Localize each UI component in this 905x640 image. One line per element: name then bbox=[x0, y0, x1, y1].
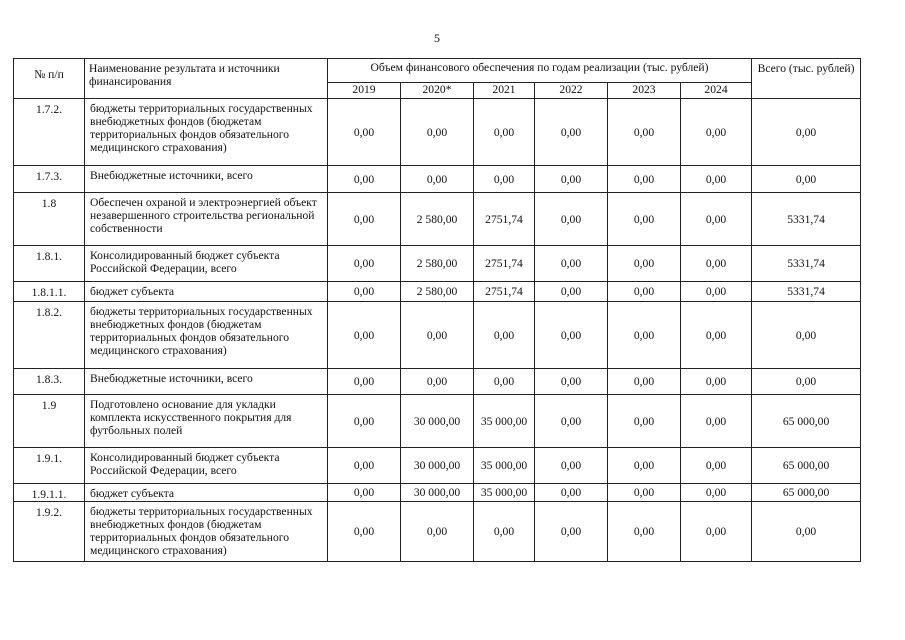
row-total: 5331,74 bbox=[752, 282, 861, 302]
row-value: 0,00 bbox=[535, 484, 608, 502]
row-name: бюджеты территориальных государственных внебюджетных фондов (бюджетам территориальных фондов обязательного медицинского страхования) bbox=[85, 502, 328, 562]
row-total: 65 000,00 bbox=[752, 448, 861, 484]
header-number: № п/п bbox=[14, 59, 85, 99]
row-value: 35 000,00 bbox=[474, 448, 535, 484]
row-total: 65 000,00 bbox=[752, 395, 861, 448]
row-value: 2 580,00 bbox=[401, 193, 474, 246]
row-value: 0,00 bbox=[401, 302, 474, 369]
row-value: 0,00 bbox=[401, 502, 474, 562]
header-year: 2020* bbox=[401, 83, 474, 99]
row-value: 0,00 bbox=[328, 502, 401, 562]
row-value: 0,00 bbox=[328, 99, 401, 166]
funding-table bbox=[13, 58, 861, 562]
row-value: 0,00 bbox=[608, 502, 681, 562]
row-value: 0,00 bbox=[328, 484, 401, 502]
row-value: 0,00 bbox=[328, 448, 401, 484]
row-total: 0,00 bbox=[752, 302, 861, 369]
row-value: 0,00 bbox=[608, 395, 681, 448]
row-number: 1.8.2. bbox=[14, 302, 85, 369]
row-value: 0,00 bbox=[681, 448, 752, 484]
row-value: 0,00 bbox=[681, 282, 752, 302]
row-name: Внебюджетные источники, всего bbox=[85, 166, 328, 193]
row-value: 0,00 bbox=[535, 282, 608, 302]
row-number: 1.9.1. bbox=[14, 448, 85, 484]
row-number: 1.8.3. bbox=[14, 369, 85, 395]
row-value: 30 000,00 bbox=[401, 448, 474, 484]
row-value: 0,00 bbox=[608, 448, 681, 484]
row-value: 35 000,00 bbox=[474, 395, 535, 448]
table-row bbox=[14, 448, 861, 484]
row-value: 0,00 bbox=[608, 193, 681, 246]
row-value: 30 000,00 bbox=[401, 395, 474, 448]
table-row bbox=[14, 99, 861, 166]
row-value: 2751,74 bbox=[474, 246, 535, 282]
row-total: 0,00 bbox=[752, 99, 861, 166]
row-number: 1.8.1. bbox=[14, 246, 85, 282]
row-total: 0,00 bbox=[752, 166, 861, 193]
header-funding: Объем финансового обеспечения по годам реализации (тыс. рублей) bbox=[328, 59, 752, 83]
header-year: 2023 bbox=[608, 83, 681, 99]
page-number: 5 bbox=[434, 31, 440, 45]
header-total: Всего (тыс. рублей) bbox=[752, 59, 861, 99]
row-name: Консолидированный бюджет субъекта Российской Федерации, всего bbox=[85, 448, 328, 484]
table-row bbox=[14, 484, 861, 502]
row-name: Внебюджетные источники, всего bbox=[85, 369, 328, 395]
table-row bbox=[14, 395, 861, 448]
row-name: бюджет субъекта bbox=[85, 484, 328, 502]
row-value: 0,00 bbox=[681, 369, 752, 395]
row-value: 0,00 bbox=[328, 193, 401, 246]
row-value: 0,00 bbox=[681, 502, 752, 562]
table-row bbox=[14, 166, 861, 193]
table-body bbox=[14, 99, 861, 562]
row-value: 0,00 bbox=[681, 166, 752, 193]
row-value: 0,00 bbox=[401, 369, 474, 395]
row-value: 0,00 bbox=[535, 99, 608, 166]
row-value: 30 000,00 bbox=[401, 484, 474, 502]
row-name: Подготовлено основание для укладки комплекта искусственного покрытия для футбольных полей bbox=[85, 395, 328, 448]
row-value: 0,00 bbox=[535, 502, 608, 562]
header-year: 2021 bbox=[474, 83, 535, 99]
row-number: 1.8 bbox=[14, 193, 85, 246]
row-name: бюджет субъекта bbox=[85, 282, 328, 302]
row-value: 0,00 bbox=[474, 502, 535, 562]
row-value: 2751,74 bbox=[474, 282, 535, 302]
table-row bbox=[14, 369, 861, 395]
row-value: 0,00 bbox=[474, 99, 535, 166]
row-value: 0,00 bbox=[474, 302, 535, 369]
row-name: Консолидированный бюджет субъекта Российской Федерации, всего bbox=[85, 246, 328, 282]
row-number: 1.8.1.1. bbox=[14, 282, 85, 302]
row-value: 35 000,00 bbox=[474, 484, 535, 502]
table-row bbox=[14, 282, 861, 302]
row-total: 65 000,00 bbox=[752, 484, 861, 502]
row-value: 0,00 bbox=[328, 369, 401, 395]
table-row bbox=[14, 193, 861, 246]
row-value: 0,00 bbox=[535, 166, 608, 193]
row-value: 2751,74 bbox=[474, 193, 535, 246]
row-value: 0,00 bbox=[474, 369, 535, 395]
row-total: 5331,74 bbox=[752, 246, 861, 282]
row-number: 1.7.3. bbox=[14, 166, 85, 193]
row-number: 1.9 bbox=[14, 395, 85, 448]
row-value: 0,00 bbox=[681, 99, 752, 166]
table-row bbox=[14, 302, 861, 369]
row-value: 0,00 bbox=[535, 395, 608, 448]
row-value: 0,00 bbox=[608, 282, 681, 302]
row-total: 0,00 bbox=[752, 369, 861, 395]
row-number: 1.9.2. bbox=[14, 502, 85, 562]
row-value: 2 580,00 bbox=[401, 246, 474, 282]
row-number: 1.7.2. bbox=[14, 99, 85, 166]
row-name: Обеспечен охраной и электроэнергией объект незавершенного строительства региональной собственности bbox=[85, 193, 328, 246]
row-value: 0,00 bbox=[328, 395, 401, 448]
row-value: 0,00 bbox=[681, 395, 752, 448]
row-total: 0,00 bbox=[752, 502, 861, 562]
row-name: бюджеты территориальных государственных внебюджетных фондов (бюджетам территориальных фондов обязательного медицинского страхования) bbox=[85, 302, 328, 369]
row-value: 0,00 bbox=[328, 166, 401, 193]
row-value: 0,00 bbox=[328, 302, 401, 369]
header-name: Наименование результата и источники финансирования bbox=[85, 59, 328, 99]
row-value: 2 580,00 bbox=[401, 282, 474, 302]
header-year: 2019 bbox=[328, 83, 401, 99]
row-value: 0,00 bbox=[681, 246, 752, 282]
row-value: 0,00 bbox=[608, 99, 681, 166]
row-value: 0,00 bbox=[535, 302, 608, 369]
row-value: 0,00 bbox=[681, 193, 752, 246]
row-value: 0,00 bbox=[681, 484, 752, 502]
row-value: 0,00 bbox=[608, 484, 681, 502]
row-value: 0,00 bbox=[328, 282, 401, 302]
row-name: бюджеты территориальных государственных внебюджетных фондов (бюджетам территориальных фондов обязательного медицинского страхования) bbox=[85, 99, 328, 166]
row-number: 1.9.1.1. bbox=[14, 484, 85, 502]
row-value: 0,00 bbox=[608, 166, 681, 193]
header-year: 2024 bbox=[681, 83, 752, 99]
row-value: 0,00 bbox=[681, 302, 752, 369]
row-value: 0,00 bbox=[535, 448, 608, 484]
row-value: 0,00 bbox=[401, 166, 474, 193]
row-value: 0,00 bbox=[535, 193, 608, 246]
row-value: 0,00 bbox=[535, 246, 608, 282]
row-total: 5331,74 bbox=[752, 193, 861, 246]
row-value: 0,00 bbox=[608, 369, 681, 395]
row-value: 0,00 bbox=[608, 246, 681, 282]
table-row bbox=[14, 246, 861, 282]
row-value: 0,00 bbox=[608, 302, 681, 369]
row-value: 0,00 bbox=[328, 246, 401, 282]
row-value: 0,00 bbox=[401, 99, 474, 166]
row-value: 0,00 bbox=[535, 369, 608, 395]
row-value: 0,00 bbox=[474, 166, 535, 193]
header-year: 2022 bbox=[535, 83, 608, 99]
table-row bbox=[14, 502, 861, 562]
